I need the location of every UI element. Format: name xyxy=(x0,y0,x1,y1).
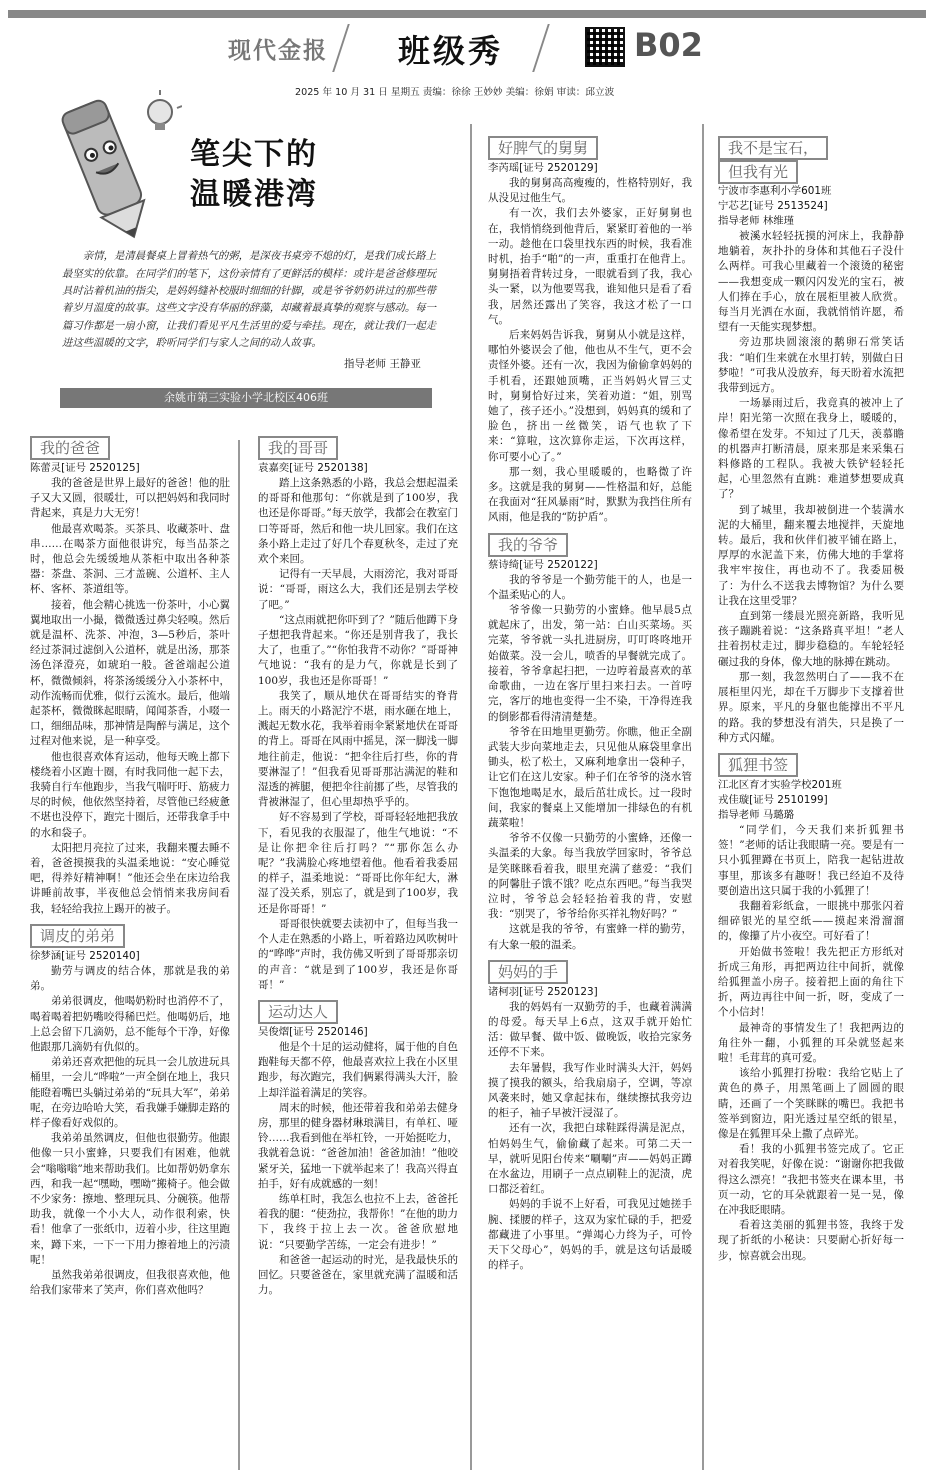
article-my-father xyxy=(30,436,230,917)
article-paragraph: 那一刻，我忽然明白了——我不在展柜里闪光，却在千万脚步下支撑着世界。原来，平凡的身躯也能撑出不平凡的路。我的梦想没有消失，只是换了一种方式闪耀。 xyxy=(718,670,904,744)
article-not-a-gem xyxy=(718,136,904,746)
article-paragraph: 记得有一天早晨，大雨滂沱，我对哥哥说：“哥哥，雨这么大，我们还是别去学校了吧。” xyxy=(258,568,458,611)
column-divider xyxy=(702,124,704,1470)
article-school: 宁波市李惠利小学601班 xyxy=(718,185,832,197)
qr-code-icon xyxy=(585,27,625,67)
article-paragraph: 一场暴雨过后，我竟真的被冲上了岸！阳光第一次照在我身上，暖暖的，像希望在发芽。不知过了几天，羡慕瞻的机器声打断清晨，原来那是来采集石料修路的工程队。我被大铁铲轻轻托起，心里忽然有直跳：难道梦想要成真了？ xyxy=(718,397,904,501)
feature-title xyxy=(190,135,318,215)
article-paragraph: 勤劳与调皮的结合体，那就是我的弟弟。 xyxy=(30,964,230,993)
article-paragraph: 妈妈的手说不上好看，可我见过她搓手腕、揉腰的样子，这双为家忙碌的手，把爱都藏进了小事里。“弹竭心力终为子，可怜天下父母心”，妈妈的手，就是这句话最暖的样子。 xyxy=(488,1198,692,1272)
article-byline: 蔡诗绮[证号 2520122] xyxy=(488,558,598,571)
article-good-tempered-uncle xyxy=(488,136,692,526)
article-paragraph: 到了城里，我却被倒进一个装满水泥的大桶里，翻来覆去地搅拌，天旋地转。最后，我和伙伴们被平铺在路上，厚厚的水泥盖下来，仿佛大地的手掌将我牢牢按住，再也动不了。我委屈极了：为什么不送我去博物馆？为什么要让我在这里受罪？ xyxy=(718,503,904,607)
article-guide-teacher: 指导老师 林维瑾 xyxy=(718,215,795,227)
article-paragraph: 这就是我的爷爷，有蜜蜂一样的勤劳，有大象一般的温柔。 xyxy=(488,923,692,951)
article-paragraph: 爷爷不仅像一只勤劳的小蜜蜂，还像一头温柔的大象。每当我放学回家时，爷爷总是笑眯眯看着我，眼里充满了慈爱：“我们的阿馨肚子饿不饿？吃点东西吧。”每当我哭泣时，爷爷总会轻轻抬着我的背，安慰我：“别哭了，爷爷给你买祥礼物好吗？” xyxy=(488,832,692,921)
article-byline: 戎佳璇[证号 2510199] xyxy=(718,793,828,806)
article-title: 我的爸爸 xyxy=(30,436,110,460)
article-paragraph: 我翻着彩纸盒，一眼挑中那张闪着细碎银光的星空纸——摸起来滑溜溜的，像攥了片小夜空。可好看了！ xyxy=(718,899,904,943)
article-paragraph: 踏上这条熟悉的小路，我总会想起温柔的哥哥和他那句：“你就是到了100岁，我也还是你哥哥。”每天放学，我都会在教室门口等哥哥，然后和他一块儿回家。我们在这条小路上走过了好几个春夏秋冬，走过了充欢个来回。 xyxy=(258,477,458,566)
article-paragraph: 我的爸爸是世界上最好的爸爸！他的肚子又大又圆，很暖壮，可以把妈妈和我同时背起来，真是力大无穷！ xyxy=(30,477,230,520)
article-title: 我的哥哥 xyxy=(258,436,338,460)
article-paragraph: 虽然我弟弟很调皮，但我很喜欢他，他给我们家带来了笑声，你们喜欢他吗？ xyxy=(30,1268,230,1297)
article-paragraph: 哥哥很快就要去读初中了，但每当我一个人走在熟悉的小路上，听着路边风吹树叶的“哗哗”声时，我仿佛又听到了哥哥那亲切的声音：“就是到了100岁，我还是你哥哥！” xyxy=(258,917,458,991)
article-paragraph: 他是个十足的运动健将，属于他的自色跑鞋每天都不停，他最喜欢拉上我在小区里跑步，每次跑完，我们俩累得满头大汗，脸上却洋溢着满足的笑容。 xyxy=(258,1040,458,1099)
article-paragraph: 好不容易到了学校，哥哥轻轻地把我放下，看见我的衣服湿了，他生气地说：“不是让你把伞往后打吗？”“那你怎么办呢？”我满脸心疼地望着他。他看着我委屈的样子，温柔地说：“哥哥比你年纪大，淋湿了没关系，别忘了，就是到了100岁，我还是你哥哥！” xyxy=(258,811,458,915)
article-paragraph: 弟弟还喜欢把他的玩具一会儿放进玩具桶里，一会儿“哗啦”一声全倒在地上，我只能瞪着嘴巴头躺过弟弟的“玩具大军”，弟弟呢，在旁边哈哈大笑，看我嫌手嫌脚走路的样子像看好戏似的。 xyxy=(30,1056,230,1129)
header-divider xyxy=(532,24,550,72)
page-number: B02 xyxy=(634,26,703,64)
article-paragraph: 爷爷像一只勤劳的小蜜蜂。他早晨5点就起床了，出发，第一站：白山买菜场。买完菜，爷爷就一头扎进厨房，叮叮咚咚地开始做菜。没一会儿，喷香的早餐就完成了。接着，爷爷拿起扫把，一边哼着最喜欢的革命歌曲，一边在客厅里扫来扫去。一首哼完，客厅的地也变得一尘不染，干净得连我的倒影都看得清清楚楚。 xyxy=(488,604,692,723)
article-my-grandpa xyxy=(488,533,692,953)
article-paragraph: 我的妈妈有一双勤劳的手，也藏着满满的母爱。每天早上6点，这双手就开始忙活：做早餐、做中饭、做晚饭，收拾完家务还停不下来。 xyxy=(488,1000,692,1059)
article-paragraph: 去年暑假，我写作业时满头大汗，妈妈摸了摸我的额头，给我扇扇子，空调，等凉风袭来时，她又拿起抹布，继续擦拭我旁边的柜子，袖子早被汗浸湿了。 xyxy=(488,1061,692,1120)
article-paragraph: 他最喜欢喝茶。买茶具、收藏茶叶、盘串……在喝茶方面他很讲究，每当品茶之时，他总会先缓缓地从茶柜中取出各种茶器：茶盘、茶洞、三才盖碗、公道杯、主人杯、客杯、茶道组等。 xyxy=(30,522,230,596)
article-guide-teacher: 指导老师 马璐璐 xyxy=(718,808,795,821)
pencil-mascot-icon xyxy=(32,80,182,245)
article-title: 狐狸书签 xyxy=(718,753,798,777)
page-header xyxy=(0,18,934,80)
article-mothers-hands xyxy=(488,960,692,1274)
article-paragraph: 还有一次，我把白球鞋踩得满是泥点，怕妈妈生气，偷偷藏了起来。可第二天一早，就听见阳台传来“唰唰”声——妈妈正蹲在水盆边，用刷子一点点刷鞋上的泥渍，虎口都泛着红。 xyxy=(488,1122,692,1196)
article-title: 我不是宝石， xyxy=(718,136,828,160)
article-naughty-brother xyxy=(30,924,230,1298)
issue-meta: 2025 年 10 月 31 日 星期五 责编：徐徐 王妙妙 美编：徐娟 审读：邱立波 xyxy=(295,87,615,98)
article-paragraph: 后来妈妈告诉我，舅舅从小就是这样，哪怕外婆误会了他，他也从不生气，更不会责怪外婆。还有一次，我因为偷偷拿妈妈的手机看，还跟她顶嘴，正当妈妈火冒三丈时，舅舅恰好过来，笑着劝道：“姐，别骂她了，孩子还小。”没想到，妈妈真的缓和了脸色，挤出一丝微笑，语气也软了下来：“算啦，这次算你走运，下次再这样，你可要小心了。” xyxy=(488,329,692,463)
article-paragraph: 开始做书签啦！我先把正方形纸对折成三角形，再把两边往中间折，就像给狐狸盖小房子。接着把上面的角往下折，两边再往中间一折，呀，变成了一个小信封！ xyxy=(718,945,904,1019)
header-divider xyxy=(332,24,350,72)
article-title: 调皮的弟弟 xyxy=(30,924,125,948)
article-byline: 宁芯艺[证号 2513524] xyxy=(718,200,828,212)
column-3 xyxy=(488,136,692,1472)
article-paragraph: 我笑了，顺从地伏在哥哥结实的脊背上。雨天的小路泥泞不堪，雨水砸在地上，溅起无数水花，我举着雨伞紧紧地伏在哥哥的背上。哥哥在风雨中摇晃，深一脚浅一脚地往前走，他说：“把伞往后打些，你的背要淋湿了！”但我看见哥哥那沾满泥的鞋和湿透的裤腿，便把伞往前挪了些，尽管我的背被淋湿了，但心里却热乎乎的。 xyxy=(258,689,458,809)
article-sports-star xyxy=(258,1000,458,1298)
article-paragraph: 被溪水轻轻抚摸的河床上，我静静地躺着，灰扑扑的身体和其他石子没什么两样。可我心里藏着一个滚烫的秘密——我想变成一颗闪闪发光的宝石，被人们捧在手心，放在展柜里被人欣赏。每当月光洒在水面，我就悄悄许愿，希望有一天能实现梦想。 xyxy=(718,230,904,334)
article-title: 好脾气的舅舅 xyxy=(488,136,598,160)
section-title: 班级秀 xyxy=(398,32,504,70)
article-title: 妈妈的手 xyxy=(488,960,568,984)
article-byline: 吴俊熠[证号 2520146] xyxy=(258,1025,368,1038)
feature-title-line: 笔尖下的 xyxy=(190,137,318,172)
feature-title-line: 温暖港湾 xyxy=(190,177,318,212)
column-1 xyxy=(30,436,230,1472)
article-paragraph: 我的舅舅高高瘦瘦的，性格特别好，我从没见过他生气。 xyxy=(488,177,692,205)
article-paragraph: 爷爷在田地里更勤劳。你瞧，他正全副武装大步向菜地走去，只见他从麻袋里拿出锄头，松了松土，又麻利地拿出一袋种子，让它们在这儿安家。种子们在爷爷的浇水管下饱饱地喝足水，最后茁壮成长。过一段时间，我家的餐桌上又能增加一排绿色的有机蔬菜啦！ xyxy=(488,725,692,829)
article-paragraph: 旁边那块圆滚滚的鹅卵石常笑话我：“咱们生来就在水里打转，别做白日梦啦！”可我从没放弃，每天盼着水流把我带到远方。 xyxy=(718,336,904,395)
article-paragraph: 接着，他会精心挑选一份茶叶，小心翼翼地取出一小撮，微微透过鼻尖轻嗅。然后就是温杯、洗茶、冲泡，3—5秒后，茶叶经过茶洞过滤倒入公道杯，就是出汤，那茶汤色泽澄亮，如琥珀一般。爸爸端起公道杯，微微倾斜，将茶汤缓缓分入小茶杯中，动作流畅而优雅，似行云流水。最后，他端起茶杯，微微眯起眼睛，闻闻茶香，小啜一口，细细品味，那神情是陶醉与满足，这个过程对他来说，是一种享受。 xyxy=(30,598,230,748)
article-paragraph: 最神奇的事情发生了！我把两边的角往外一翻，小狐狸的耳朵就竖起来啦！毛茸茸的真可爱。 xyxy=(718,1021,904,1064)
article-title: 但我有光 xyxy=(718,160,798,184)
article-byline: 陈蕾灵[证号 2520125] xyxy=(30,462,140,474)
article-paragraph: 该给小狐狸打扮啦：我给它贴上了黄色的鼻子，用黑笔画上了圆圆的眼睛，还画了一个笑眯眯的嘴巴。我把书签举到窗边，阳光透过星空纸的银星，像是在狐狸耳朵上撒了点碎光。 xyxy=(718,1067,904,1140)
article-paragraph: 练单杠时，我怎么也拉不上去，爸爸托着我的腿：“使劲拉，我帮你！”在他的助力下，我终于拉上去一次。爸爸欣慰地说：“只要勤学苦练，一定会有进步！” xyxy=(258,1192,458,1251)
article-paragraph: 周末的时候，他还带着我和弟弟去健身房，那里的健身器材琳琅满目，有单杠、哑铃……我看到他在举杠铃，一开始挺吃力，我就着急说：“爸爸加油！爸爸加油！”他咬紧牙关，猛地一下就举起来了！我高兴得直拍手，好有成就感的一刻！ xyxy=(258,1101,458,1190)
article-my-elder-brother xyxy=(258,436,458,993)
article-paragraph: 弟弟很调皮，他喝奶粉时也消停不了，喝着喝着把奶嘴咬得稀巴烂。他喝奶后，地上总会留下几滴奶，总不能每个干净，好像他跟那几滴奶有仇似的。 xyxy=(30,995,230,1053)
article-title: 运动达人 xyxy=(258,1000,338,1024)
school-banner: 余姚市第三实验小学北校区406班 xyxy=(60,388,432,408)
article-paragraph: 他也很喜欢体育运动，他每天晚上都下楼绕着小区跑十圈，有时我同他一起下去，我骑自行车他跑步，当我气喘吁吁、筋疲力尽的时候，他依然坚持着，尽管他已经疲惫不堪也没停下，跑完十圈后，还带我拿手中的水和袋子。 xyxy=(30,750,230,839)
article-byline: 李芮瑶[证号 2520129] xyxy=(488,162,598,174)
feature-intro: 亲情，是清晨餐桌上冒着热气的粥，是深夜书桌旁不熄的灯，是我们成长路上最坚实的依靠。在同学们的笔下，这份亲情有了更鲜活的模样：或许是爸爸修理玩具时沾着机油的指尖，是妈妈缝补校服时细细的针脚，或是爷爷奶奶讲过的那些带着岁月温度的故事。这些文字没有华丽的辞藻，却藏着最真挚的观察与感动。每一篇习作都是一扇小窗，让我们看见平凡生活里的爱与牵挂。现在，就让我们一起走进这些温暖的文字，聆听同学们与家人之间的动人故事。 xyxy=(62,250,437,349)
article-paragraph: 我的爷爷是一个勤劳能干的人，也是一个温柔贴心的人。 xyxy=(488,573,692,601)
article-paragraph: 看！我的小狐狸书签完成了。它正对着我笑呢，好像在说：“谢谢你把我做得这么漂亮！”我把书签夹在课本里，书页一动，它的耳朵就跟着一晃一晃，像在冲我眨眼睛。 xyxy=(718,1143,904,1216)
column-4 xyxy=(718,136,904,1472)
column-2 xyxy=(258,436,458,1472)
article-paragraph: 有一次，我们去外婆家，正好舅舅也在，我悄悄绕到他背后，紧紧盯着他的一举一动。趁他在口袋里找东西的时候，我看准时机，抬手“啪”的一声，重重打在他背上。舅舅捂着背转过身，一眼就看到了我，我心头一紧，以为他要骂我，谁知他只是看了看我，居然还露出了笑容，我这才松了一口气。 xyxy=(488,207,692,326)
column-divider xyxy=(238,440,240,1470)
newspaper-name: 现代金报 xyxy=(228,38,328,64)
article-paragraph: “这点雨就把你吓到了？”随后他蹲下身子想把我背起来。“你还是别背我了，我长大了，也重了。”“你怕我背不动你？”哥哥神气地说：“我有的是力气，你就是长到了100岁，我也还是你哥哥！” xyxy=(258,613,458,687)
top-rule xyxy=(8,10,926,18)
article-paragraph: 那一刻，我心里暖暖的，也略微了许多。这就是我的舅舅——性格温和好，总能在我面对“狂风暴雨”时，默默为我挡住所有风雨，他是我的“防护盾”。 xyxy=(488,465,692,524)
article-byline: 袁嘉奕[证号 2520138] xyxy=(258,462,368,474)
article-school: 江北区育才实验学校201班 xyxy=(718,778,842,791)
article-paragraph: 我弟弟虽然调皮，但他也很勤劳。他跟他像一只小蜜蜂，只要我们有困难，他就会“嗡嗡嗡”地来帮助我们。比如帮奶奶拿东西，和我一起“嘿呦，嘿呦”搬椅子。他会做不少家务：擦地、整理玩具、分碗筷。他帮助我，就像一个小大人，动作很利索，快看！他拿了一张纸巾，迈着小步，往这里跑来，蹲下来，一下一下用力擦着地上的污渍呢！ xyxy=(30,1132,230,1266)
article-paragraph: “同学们，今天我们来折狐狸书签！”老师的话让我眼睛一亮。要是有一只小狐狸蹲在书页上，陪我一起钻进故事里，那该多有趣呀！我已经迫不及待要创造出这只属于我的小狐狸了！ xyxy=(718,823,904,897)
article-paragraph: 太阳把月亮拉了过来，我翻来覆去睡不着，爸爸摸摸我的头温柔地说：“安心睡觉吧，得养好精神啊！”他还会坐在床边给我讲睡前故事，半夜他总会悄悄来我房间看我，轻轻给我拉上踢开的被子。 xyxy=(30,841,230,915)
article-byline: 徐梦涵[证号 2520140] xyxy=(30,949,140,962)
column-divider xyxy=(470,124,472,1470)
article-title: 我的爷爷 xyxy=(488,533,568,557)
article-paragraph: 直到第一缕晨光照亮新路，我听见孩子蹦跳着说：“这条路真平坦！”老人拄着拐杖走过，脚步稳稳的。车轮轻轻碾过我的身体，像大地的脉搏在跳动。 xyxy=(718,610,904,668)
article-paragraph: 看着这美丽的狐狸书签，我终于发现了折纸的小秘诀：只要耐心折好每一步，惊喜就会出现。 xyxy=(718,1219,904,1262)
article-paragraph: 和爸爸一起运动的时光，是我最快乐的回忆。只要爸爸在，家里就充满了温暖和活力。 xyxy=(258,1253,458,1297)
feature-guide-teacher: 指导老师 王静亚 xyxy=(344,358,421,370)
article-fox-bookmark xyxy=(718,753,904,1264)
article-byline: 诸柯羽[证号 2520123] xyxy=(488,985,598,998)
